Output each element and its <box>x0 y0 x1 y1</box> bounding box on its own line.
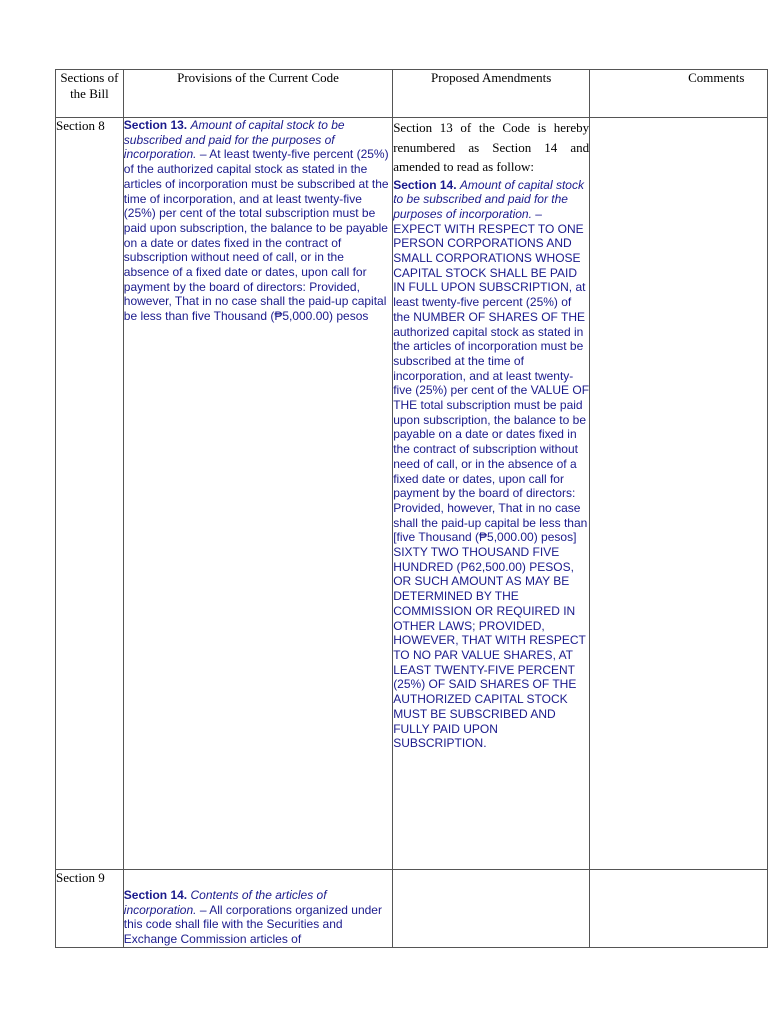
current-provision-text <box>124 888 392 947</box>
header-comments <box>590 70 768 118</box>
proposed-intro: Section 13 of the Code is hereby renumbered as Section 14 and amended to read as follow: <box>393 120 590 174</box>
current-provision <box>123 870 392 948</box>
proposed-amendment-text <box>393 178 589 751</box>
section-label: Section 9 <box>56 870 124 948</box>
section-label: Section 8 <box>56 118 124 870</box>
current-section-title: Amount of capital stock to be subscribed and paid for the purposes of incorporation. <box>123 118 345 162</box>
proposed-section-title: Amount of capital stock to be subscribed and paid for the purposes of incorporation. <box>393 177 584 221</box>
header-sections: Sections of the Bill <box>56 70 124 118</box>
proposed-amendment <box>393 118 590 870</box>
current-section-title: Contents of the articles of incorporation. <box>123 888 327 917</box>
header-row <box>56 70 768 118</box>
current-section-heading: Section 14. <box>123 888 188 902</box>
current-provision-text <box>124 118 392 324</box>
header-comments-label: Comments <box>688 70 745 85</box>
amendments-table <box>55 69 768 948</box>
header-proposed-amendments: Proposed Amendments <box>393 70 590 118</box>
header-current-code: Provisions of the Current Code <box>123 70 392 118</box>
proposed-amendment <box>393 870 590 948</box>
table-row <box>56 118 768 870</box>
current-section-body: – All corporations organized under this code shall file with the Securities and Exchange Commission articles of <box>123 902 382 947</box>
proposed-section-body: – EXPECT WITH RESPECT TO ONE PERSON CORPORATIONS AND SMALL CORPORATIONS WHOSE CAPITAL STOCK SHALL BE PAID IN FULL UPON SUBSCRIPTION, at least twenty-five percent (25%) of the NUMBER OF SHARES OF THE authorized capital stock as stated in the articles of incorporation must be subscribed at the time of incorporation, and at least twenty-five (25%) per cent of the VALUE OF THE total subscription must be paid upon subscription, the balance to be payable on a date or dates fixed in the contract of subscription without need of call, or in the absence of a fixed date or dates, upon call for payment by the board of directors: Provided, however, That in no case shall the paid-up capital be less than [five Thousand (₱5,000.00) pesos] SIXTY TWO THOUSAND FIVE HUNDRED (P62,500.00) PESOS, OR SUCH AMOUNT AS MAY BE DETERMINED BY THE COMMISSION OR REQUIRED IN OTHER LAWS; PROVIDED, HOWEVER, THAT WITH RESPECT TO NO PAR VALUE SHARES, AT LEAST TWENTY-FIVE PERCENT (25%) OF SAID SHARES OF THE AUTHORIZED CAPITAL STOCK MUST BE SUBSCRIBED AND FULLY PAID UPON SUBSCRIPTION. <box>393 206 590 751</box>
comments-cell <box>590 870 768 948</box>
proposed-section-heading: Section 14. <box>393 177 457 192</box>
current-section-body: – At least twenty-five percent (25%) of the authorized capital stock as stated in the articles of incorporation must be subscribed at the time of incorporation, and at least twenty-five (25%) per cent of the total subscription must be paid upon subscription, the balance to be payable on a date or dates fixed in the contract of subscription without need of call, or in the absence of a fixed date or dates, upon call for payment by the board of directors: Provided, however, That in no case shall the paid-up capital be less than five Thousand (₱5,000.00) pesos <box>123 147 389 324</box>
current-provision <box>123 118 392 870</box>
current-section-heading: Section 13. <box>123 118 188 132</box>
table-row <box>56 870 768 948</box>
comments-cell <box>590 118 768 870</box>
